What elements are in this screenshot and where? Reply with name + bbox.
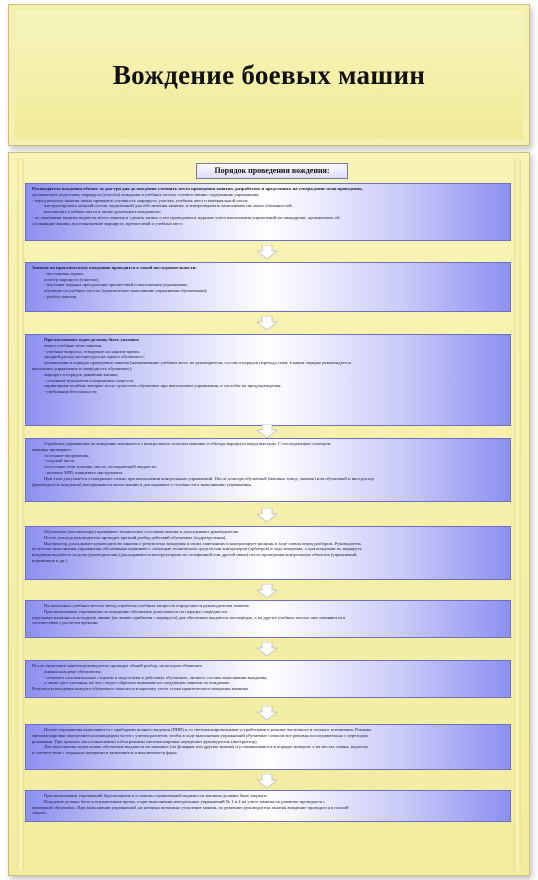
text-block-9 [25, 790, 511, 822]
text-line: - наличие ЗИП, шанцевого инструмента. [44, 469, 124, 475]
down-arrow-icon [257, 706, 277, 720]
right-rail-decoration [514, 157, 521, 871]
text-block-5 [25, 526, 511, 580]
text-block-8 [25, 724, 511, 770]
text-block-2 [25, 262, 511, 312]
left-rail-decoration [17, 157, 24, 871]
text-line: отсутствие течи топлива, масла, охлаждающей жидкости, [44, 464, 157, 470]
text-block-3 [25, 334, 511, 426]
text-line: средний расход моторесурса на одного обучаемого; [44, 354, 145, 360]
text-line: После окончания занятия руководитель проводит общий разбор, на котором объявляет: [32, 663, 203, 668]
text-line: При постановке задач должны быть указаны: [44, 337, 140, 342]
down-arrow-icon [257, 642, 277, 656]
text-line: На начальных учебных местах метод отработки учебных вопросов определяется руководителем занятия. [44, 603, 250, 608]
text-line: осмотр маршрута (участка); [44, 276, 99, 282]
header-panel [8, 4, 530, 146]
text-line: соответствии с расчетом времени. [32, 620, 99, 626]
text-line: - разбор занятия. [44, 293, 78, 299]
down-arrow-icon [257, 424, 277, 438]
text-line: выполнять упражнение и очерёдность обучаемых); [32, 365, 133, 371]
text-line: проверкой обучаемых. При выполнении упражнений, на которых возможно утопление машин, по решению руководителя занятия вождение проводится в полной [32, 804, 349, 810]
text-line: Ночью упражнения выполняются с приборами ночного видения (ПНВ) и со светомаскировочными устройствами в режиме частичного и полного затемнения. Режимы [44, 727, 372, 732]
text-line: возглавлять учебные места и лично руководить вождением; [44, 209, 161, 215]
text-line: - основные показатели и нормативы скорости, [44, 377, 135, 383]
down-arrow-icon [257, 316, 277, 330]
text-line: Руководитель вождения обязан: за два-три дня до вождения уточнить место проведения занятия, разработать и представить на утверждение план проведения, [32, 186, 363, 191]
down-arrow-icon [257, 508, 277, 522]
text-line: а также дает указания, на что следует обратить внимание на следующем занятии по вождению. [44, 680, 231, 686]
text-line: обучение на учебных местах (практическое выполнение упражнения обучаемыми); [44, 288, 208, 294]
down-arrow-icon [257, 774, 277, 788]
text-line: Результаты вождения каждого обучаемого заносятся в карточку учета стажа практического вождения машины. [32, 686, 250, 692]
text-line: - учебные вопросы, отводимое на занятие время; [44, 348, 140, 354]
text-line: После доклада руководитель проводит краткий разбор действий обучаемых (подразделения). [44, 534, 227, 540]
down-arrow-icon [257, 245, 277, 259]
text-line: режимами. При приемах (восстановлении) отбоя режимы светомаскировки определяет руководитель (инструктор). [32, 738, 258, 744]
text-line: тема и учебные цели занятия, [44, 342, 102, 348]
text-line: - отмечает положительные стороны и недостатки в действиях обучаемых, личного состава выполнения вождения, [44, 674, 268, 680]
text-line: Обучаемые (инструкторы) проверяют техническое состояние машин и докладывают руководителю. [44, 529, 240, 534]
text-line: нормативов и др.). [32, 557, 69, 563]
text-line: организация и порядок проведения занятия (наименование учебных мест, их руководители, состав и порядок перехода смен; в каком порядке рекомендуется [44, 360, 352, 366]
section-title: Порядок проведения вождения: [196, 163, 348, 179]
text-line: характерные ошибки, которые могут допустить обучаемые при выполнении упражнения, и способы их предупреждения; [44, 383, 282, 389]
text-line: оценки каждому обучаемому, [44, 668, 102, 674]
text-line: светомаскировки определяются командиром части с учетом расчетов, чтобы в ходе выполнения упражнений обучаемые освоили все режимы последовательно с переходом [32, 732, 368, 738]
text-block-6 [25, 600, 511, 638]
text-line: Для выполнения задач ночью обучаемые выдаются на машинах (по фонарям или другим знакам) и устанавливаются в порядке номеров, а на местах смены, водитель [44, 744, 369, 750]
down-arrow-icon [257, 584, 277, 598]
text-line: состояние вооружения, [44, 452, 90, 458]
text-line: При выполнении упражнений бурсилищием в условиях ограниченной видимости машины должны быть закрыты. [44, 793, 269, 798]
text-line: Инструктор докладывает руководителю занятия о результатах вождения и своих замечаниях и контролирует машины в ходе смены перед разбором. Руководитель [44, 540, 362, 546]
text-line: При этом допускается осматривать только при выполнении контрольных упражнений. После осмотра обучаемый (машина, взвод, экипаж) или обучаемый и инструктор [44, 475, 374, 481]
text-line: служивание машин, восстановление маршрута, препятствий и учебных мест. [32, 220, 184, 226]
text-line: - ходовой части, [44, 458, 76, 464]
text-line: машины проверяют: [32, 446, 72, 452]
text-line: При выполнении упражнения по вождению обучаемые допускаются по порядку очерёдности. [44, 608, 229, 614]
text-line: (руководитель вождения) выстраиваются возле машин и докладывают о готовности к выполнению упражнения. [32, 481, 252, 487]
text-line: вождения выдаются на руки руководителям (докладываются инструкторами по телефонной или другой связи) после проведения контрольных объектов (упражнений, [32, 552, 358, 558]
text-block-7 [25, 660, 511, 698]
text-line: - изучение порядка преодоления препятствий и выполнения упражнения; [44, 282, 188, 288]
text-line: организовать подготовку маршрута (участка) вождения в учебных местах соответственно содержанию упражнения. [32, 191, 260, 197]
text-line: по итогам выполнения упражнения обучаемыми оценивает с помощью технических средств или контролеров (арбитров) в ходе вождения, а при вождении по маршруту [32, 546, 363, 552]
text-line: - требования безопасности. [44, 389, 98, 395]
text-line: в соответствии с порядком номерами и включаются и выключаются фары. [32, 750, 178, 756]
text-line: защите. [32, 810, 48, 816]
text-line: маршрут и порядок движения машин; [44, 371, 119, 377]
text-line: Отработка упражнения по вождению начинается с контрольного осмотра машины и объезда маршрута перед выездом. С последующим осмотром [44, 441, 331, 446]
text-line: - постановка задачи, [44, 270, 84, 276]
text-line: Занятие по практическому вождению проводится в такой последовательности: [32, 265, 197, 270]
text-line: - по окончании занятия подвести итоги занятия и сделать запись о его проведении в журнале учета выполнения упражнений на танкодроме, организовать об- [32, 214, 341, 220]
page-title: Вождение боевых машин [112, 59, 426, 90]
text-line: инструктировать личный состав, выделенный для обеспечения занятия, и контролировать выполнение им своих обязанностей; [44, 203, 293, 209]
text-line: отдельные машины на исходную линию (на линию прибытия с маршрута) для обучаемых выдаются поочерёдно, а на других учебных местах они заменяются в [32, 614, 346, 620]
text-block-1 [25, 183, 511, 241]
text-line: - перед началом занятия лично проверить готовность маршрута, участка, учебных мест и материальной части; [32, 197, 249, 203]
text-block-4 [25, 438, 511, 502]
text-line: Вождение должно быть в ограниченное время, а при выполнении контрольных упражнений № 1 и 2 на учете занятия по разметке проводится с [44, 798, 326, 804]
